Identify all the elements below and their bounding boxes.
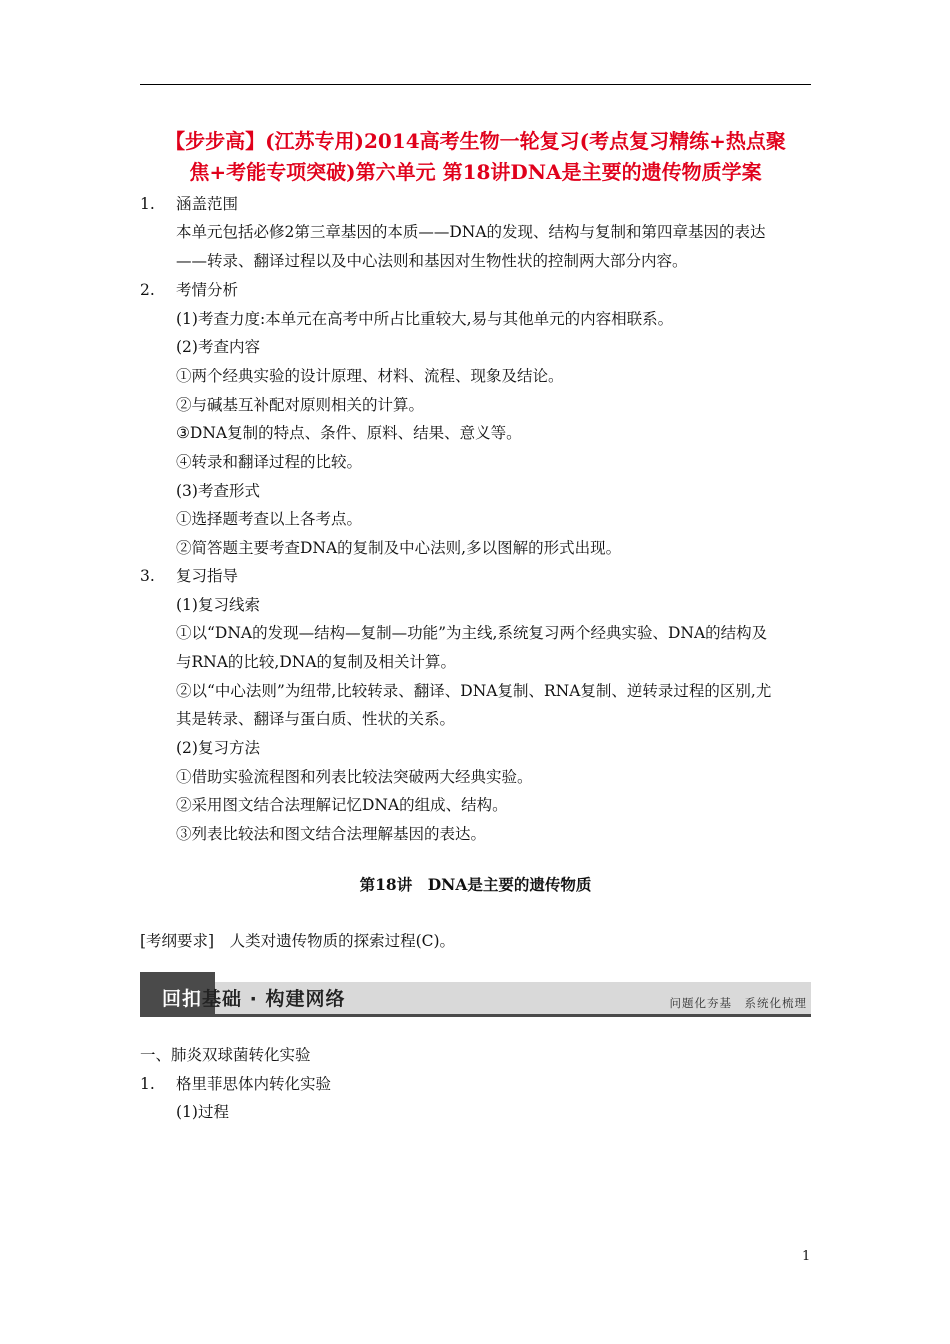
section-1-number: 1. xyxy=(140,195,155,213)
section-2-line-2: (2)考查内容 xyxy=(176,338,260,356)
section-2-title: 考情分析 xyxy=(176,281,239,299)
section-2-line-4: ②与碱基互补配对原则相关的计算。 xyxy=(176,396,425,414)
section-3-title: 复习指导 xyxy=(176,567,239,585)
section-1-heading xyxy=(140,194,238,214)
exam-requirement: [考纲要求] 人类对遗传物质的探索过程(C)。 xyxy=(140,932,456,950)
section-1-title: 涵盖范围 xyxy=(176,195,239,213)
part-subheading-number: 1. xyxy=(140,1075,155,1093)
part-subheading xyxy=(140,1074,331,1094)
section-3-number: 3. xyxy=(140,567,155,585)
top-rule xyxy=(140,84,811,85)
document-title xyxy=(140,126,811,188)
section-2-line-6: ④转录和翻译过程的比较。 xyxy=(176,453,363,471)
banner-subtitle: 问题化夯基 系统化梳理 xyxy=(669,996,807,1010)
part-heading: 一、肺炎双球菌转化实验 xyxy=(140,1046,311,1064)
section-2-line-1: (1)考查力度:本单元在高考中所占比重较大,易与其他单元的内容相联系。 xyxy=(176,310,674,328)
lecture-heading: 第18讲 DNA是主要的遗传物质 xyxy=(359,875,592,894)
section-3-line-4: ②以“中心法则”为纽带,比较转录、翻译、DNA复制、RNA复制、逆转录过程的区别,尤 xyxy=(176,682,772,700)
section-3-line-9: ③列表比较法和图文结合法理解基因的表达。 xyxy=(176,825,487,843)
title-line-1: 【步步高】(江苏专用)2014高考生物一轮复习(考点复习精练+热点聚 xyxy=(165,129,786,153)
page-number: 1 xyxy=(802,1249,811,1264)
section-3-heading xyxy=(140,566,238,586)
part-subheading-title: 格里菲思体内转化实验 xyxy=(176,1075,332,1093)
section-2-number: 2. xyxy=(140,281,155,299)
banner-title-rest: 基础 · 构建网络 xyxy=(202,988,346,1010)
section-3-line-1: (1)复习线索 xyxy=(176,596,260,614)
section-1-para-2: ——转录、翻译过程以及中心法则和基因对生物性状的控制两大部分内容。 xyxy=(176,252,688,270)
section-3-line-8: ②采用图文结合法理解记忆DNA的组成、结构。 xyxy=(176,796,508,814)
section-2-line-3: ①两个经典实验的设计原理、材料、流程、现象及结论。 xyxy=(176,367,564,385)
section-2-line-7: (3)考查形式 xyxy=(176,482,260,500)
banner-title xyxy=(162,984,345,1011)
section-3-line-6: (2)复习方法 xyxy=(176,739,260,757)
section-2-line-9: ②简答题主要考查DNA的复制及中心法则,多以图解的形式出现。 xyxy=(176,539,622,557)
banner-title-first: 回扣 xyxy=(162,988,203,1010)
section-2-line-5: ③DNA复制的特点、条件、原料、结果、意义等。 xyxy=(176,424,522,442)
section-3-line-5: 其是转录、翻译与蛋白质、性状的关系。 xyxy=(176,710,456,728)
part-process: (1)过程 xyxy=(176,1103,229,1121)
section-2-line-8: ①选择题考查以上各考点。 xyxy=(176,510,363,528)
section-2-heading xyxy=(140,280,238,300)
section-3-line-3: 与RNA的比较,DNA的复制及相关计算。 xyxy=(176,653,457,671)
banner-bottom-rule xyxy=(140,1014,811,1017)
section-banner xyxy=(140,972,811,1016)
title-line-2: 焦+考能专项突破)第六单元 第18讲DNA是主要的遗传物质学案 xyxy=(189,160,762,184)
section-3-line-7: ①借助实验流程图和列表比较法突破两大经典实验。 xyxy=(176,768,533,786)
section-1-para-1: 本单元包括必修2第三章基因的本质——DNA的发现、结构与复制和第四章基因的表达 xyxy=(176,223,766,241)
section-3-line-2: ①以“DNA的发现—结构—复制—功能”为主线,系统复习两个经典实验、DNA的结构及 xyxy=(176,624,768,642)
